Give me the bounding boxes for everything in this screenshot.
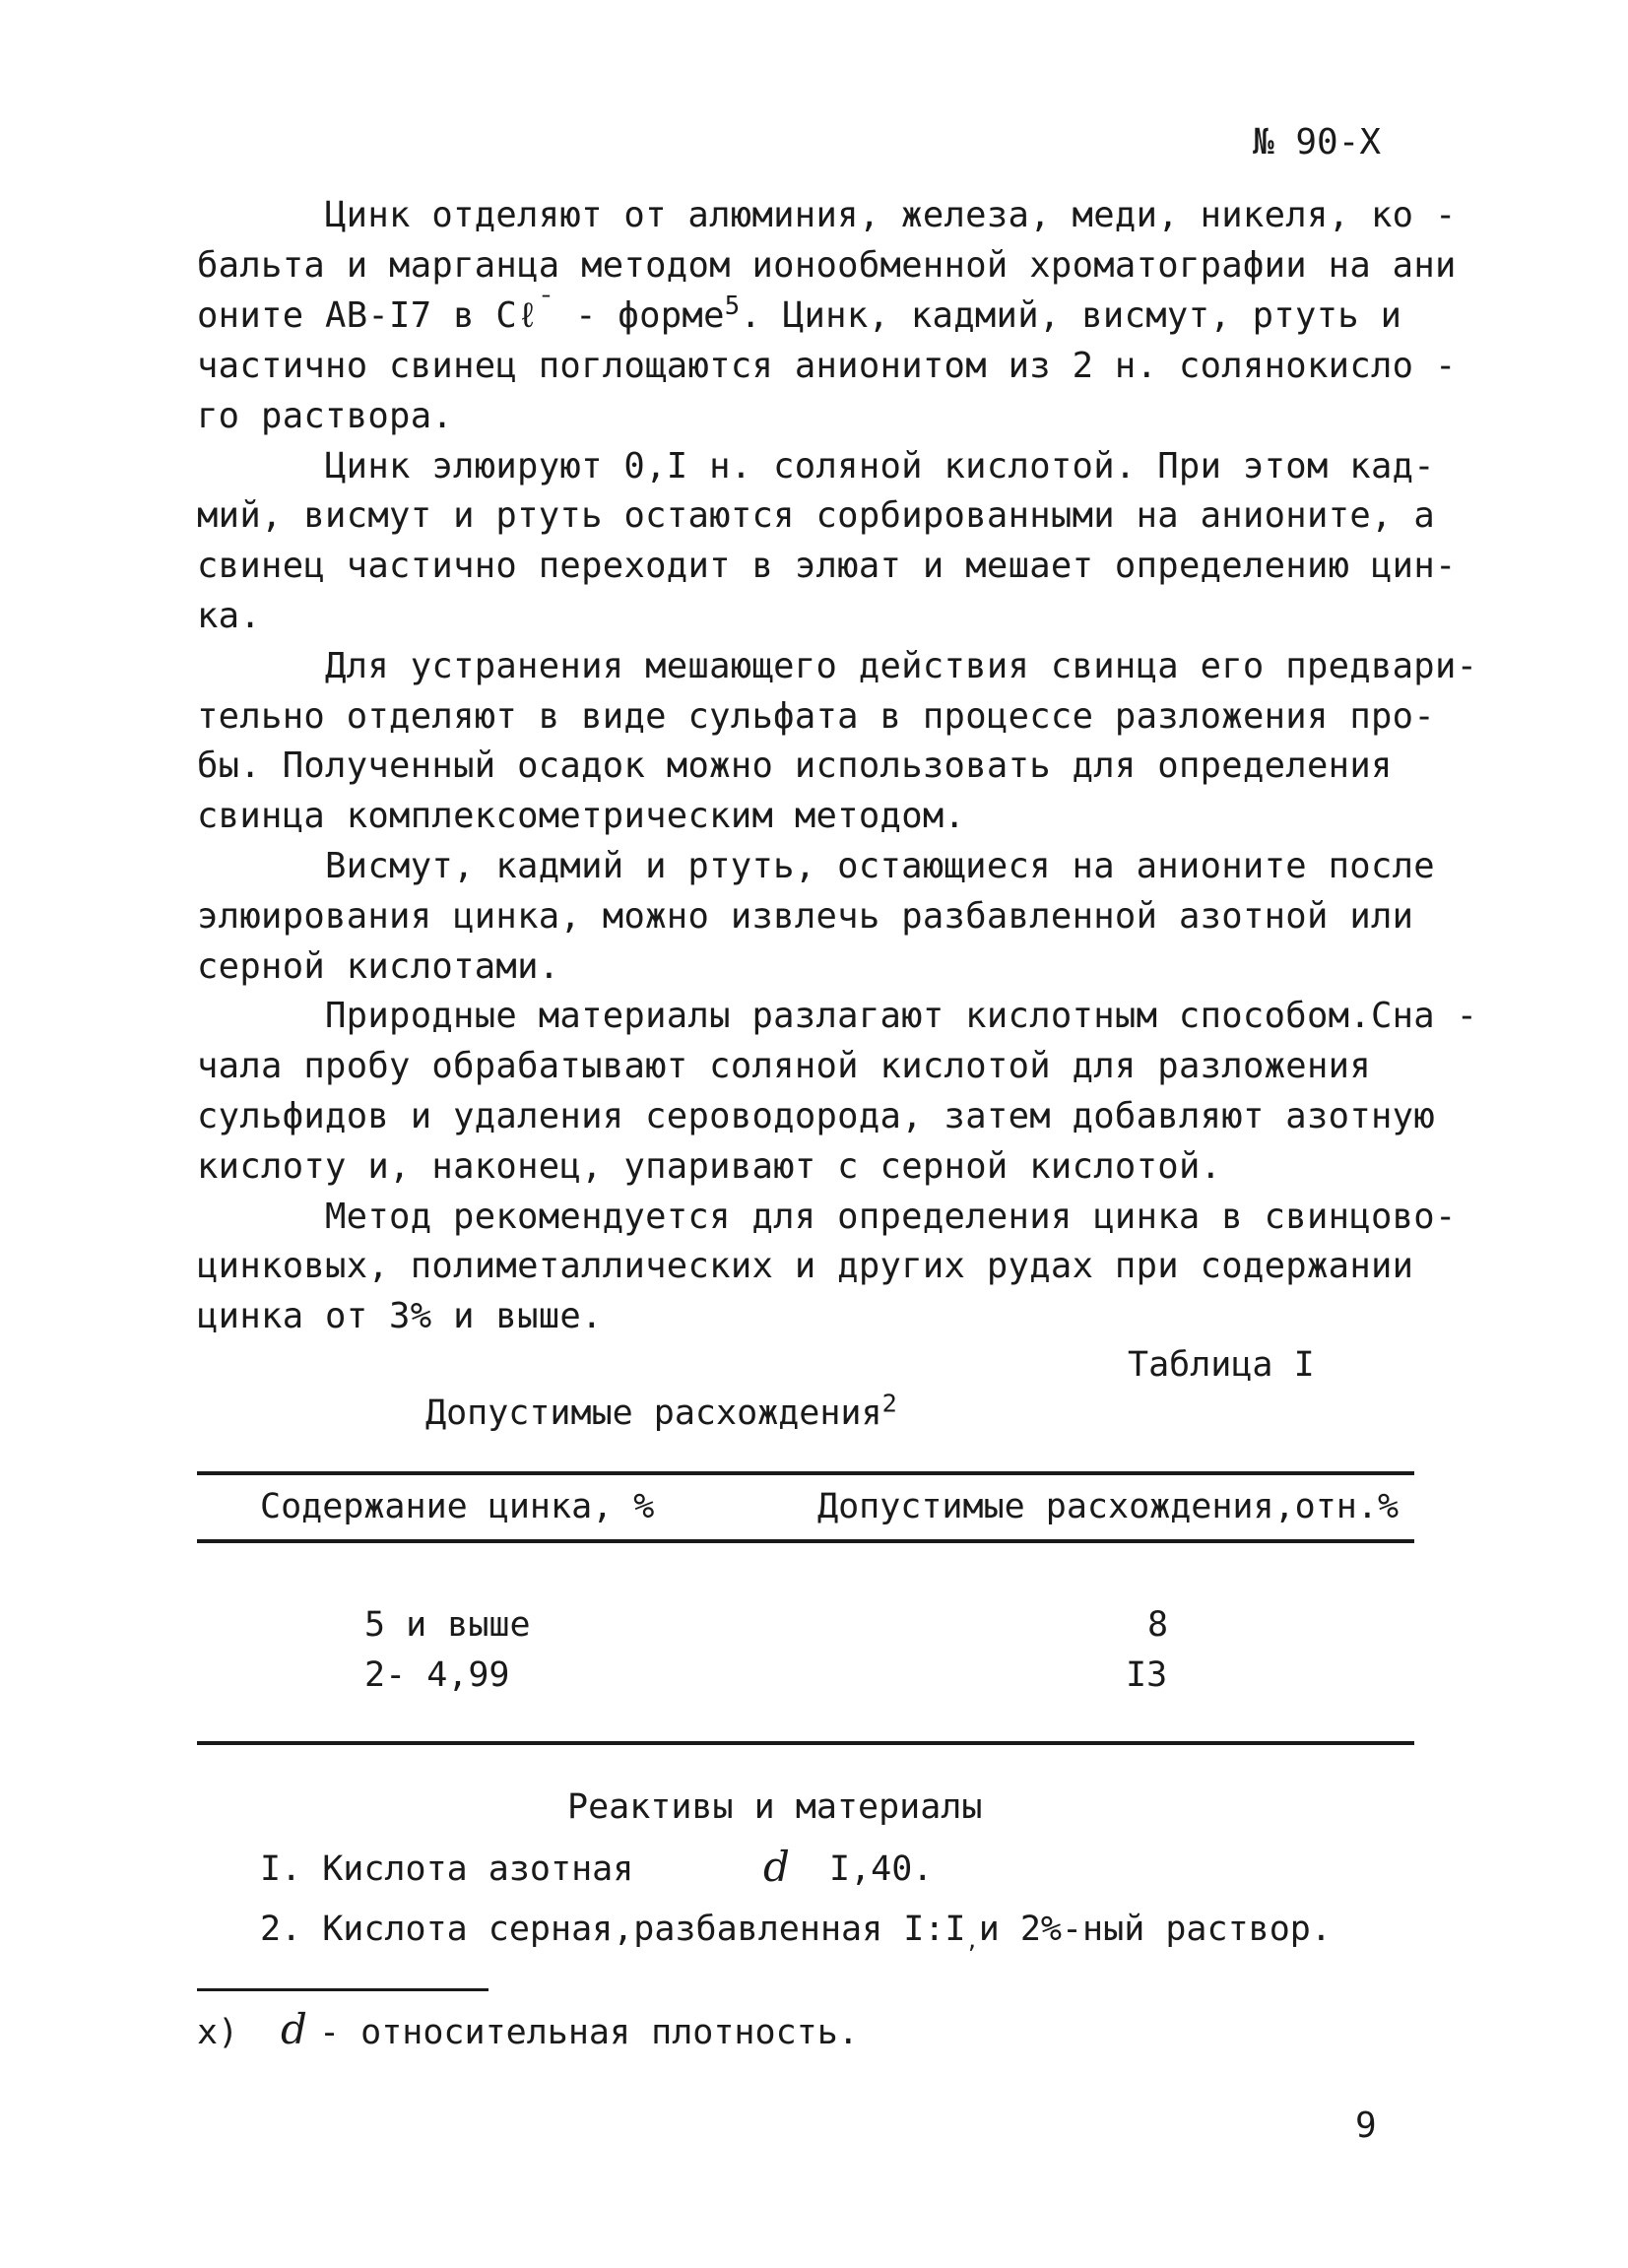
footnote-density-symbol: d bbox=[281, 2005, 307, 2053]
reagent-1-density-value: I,40. bbox=[829, 1849, 934, 1889]
footnote-text: - относительная плотность. bbox=[319, 2013, 859, 2052]
table-row-1-zinc: 5 и выше bbox=[364, 1605, 531, 1645]
page-number: 9 bbox=[1355, 2106, 1377, 2146]
reagent-1-name: I. Кислота азотная bbox=[260, 1849, 634, 1889]
table-row-2-tolerance: I3 bbox=[1126, 1655, 1168, 1695]
paragraph-1-line-4: частично свинец поглощаются анионитом из 2 н. солянокисло - bbox=[197, 346, 1457, 386]
table-header-rule bbox=[197, 1539, 1414, 1543]
table-title-text: Допустимые расхождения bbox=[425, 1393, 882, 1433]
paragraph-2-line-4: ка. bbox=[197, 596, 262, 636]
paragraph-5-line-3: сульфидов и удаления сероводорода, затем добавляют азотную bbox=[197, 1096, 1436, 1136]
reagent-2-rest: и 2%-ный раствор. bbox=[978, 1910, 1332, 1949]
p1-l3-part-c: . Цинк, кадмий, висмут, ртуть и bbox=[740, 295, 1402, 336]
paragraph-3-line-2: тельно отделяют в виде сульфата в процессе разложения про- bbox=[197, 696, 1436, 737]
paragraph-4-line-3: серной кислотами. bbox=[197, 946, 560, 987]
reagent-item-1 bbox=[260, 1849, 633, 1889]
paragraph-3-line-3: бы. Полученный осадок можно использовать для определения bbox=[197, 745, 1393, 786]
document-number: № 90-Х bbox=[1253, 122, 1382, 162]
paragraph-2-line-1: Цинк элюируют 0,I н. соляной кислотой. При этом кад- bbox=[325, 446, 1435, 486]
paragraph-4-line-1: Висмут, кадмий и ртуть, остающиеся на анионите после bbox=[325, 846, 1435, 886]
table-bottom-rule bbox=[197, 1741, 1414, 1745]
chloride-charge-sup: ¯ bbox=[538, 292, 554, 322]
paragraph-3-line-1: Для устранения мешающего действия свинца его предвари- bbox=[325, 646, 1478, 686]
paragraph-1-line-1: Цинк отделяют от алюминия, железа, меди, никеля, ко - bbox=[325, 195, 1457, 235]
table-label: Таблица I bbox=[1128, 1345, 1315, 1385]
paragraph-5-line-1: Природные материалы разлагают кислотным способом.Сна - bbox=[325, 996, 1478, 1036]
paragraph-2-line-3: свинец частично переходит в элюат и мешает определению цин- bbox=[197, 546, 1457, 586]
paragraph-1-line-2: бальта и марганца методом ионообменной хроматографии на ани bbox=[197, 245, 1457, 286]
reagent-item-2 bbox=[260, 1910, 1332, 1954]
paragraph-5-line-4: кислоту и, наконец, упаривают с серной кислотой. bbox=[197, 1146, 1222, 1187]
paragraph-3-line-4: свинца комплексометрическим методом. bbox=[197, 796, 966, 836]
paragraph-1-line-3 bbox=[197, 292, 1402, 338]
paragraph-6-line-2: цинковых, полиметаллических и других рудах при содержании bbox=[197, 1246, 1414, 1286]
table-title bbox=[425, 1389, 897, 1433]
paragraph-6-line-3: цинка от 3% и выше. bbox=[197, 1296, 603, 1336]
p1-l3-part-b: - форме bbox=[554, 295, 725, 336]
table-title-reference-sup: 2 bbox=[881, 1389, 897, 1418]
reference-5-sup: 5 bbox=[724, 292, 741, 322]
reagents-heading: Реактивы и материалы bbox=[567, 1787, 983, 1827]
table-header-tolerance: Допустимые расхождения,отн.% bbox=[817, 1487, 1400, 1526]
table-row-2-zinc: 2- 4,99 bbox=[364, 1655, 510, 1695]
reagent-2-name: 2. Кислота серная,разбавленная I:I bbox=[260, 1910, 966, 1949]
table-header-zinc-content: Содержание цинка, % bbox=[260, 1487, 655, 1526]
paragraph-4-line-2: элюирования цинка, можно извлечь разбавленной азотной или bbox=[197, 896, 1414, 937]
paragraph-5-line-2: чала пробу обрабатывают соляной кислотой для разложения bbox=[197, 1046, 1372, 1086]
footnote-mark: x) bbox=[197, 2013, 239, 2052]
reagent-2-ratio-comma: , bbox=[965, 1929, 979, 1954]
reagent-1-density-symbol: d bbox=[763, 1843, 790, 1891]
table-row-1-tolerance: 8 bbox=[1147, 1605, 1169, 1645]
p1-l3-part-a: оните АВ-I7 в Cℓ bbox=[197, 295, 539, 336]
table-top-rule bbox=[197, 1471, 1414, 1475]
footnote-rule bbox=[197, 1988, 488, 1991]
paragraph-6-line-1: Метод рекомендуется для определения цинка в свинцово- bbox=[325, 1197, 1457, 1237]
paragraph-1-line-5: го раствора. bbox=[197, 396, 454, 436]
paragraph-2-line-2: мий, висмут и ртуть остаются сорбированными на анионите, а bbox=[197, 495, 1436, 536]
